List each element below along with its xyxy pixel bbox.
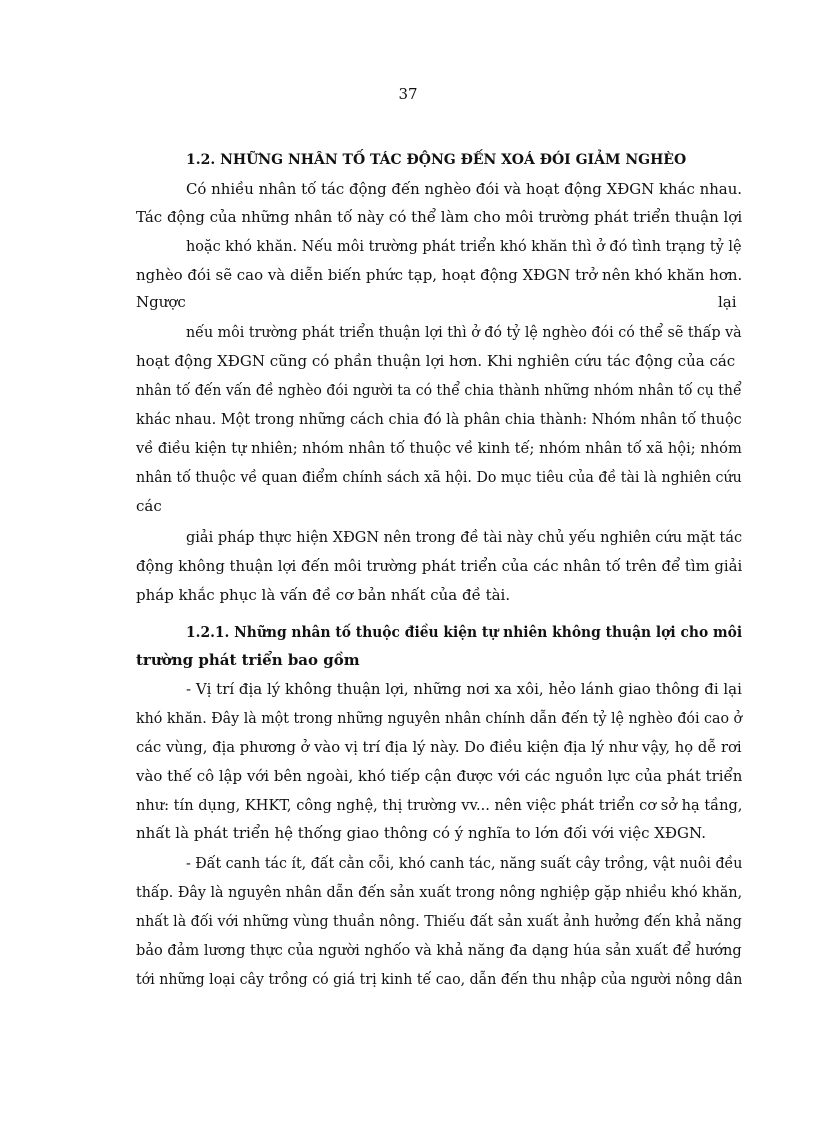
paragraph-line: giải pháp thực hiện XĐGN nên trong đề tài này chủ yếu nghiên cứu mặt tác	[186, 528, 743, 546]
paragraph-line: khác nhau. Một trong những cách chia đó là phân chia thành: Nhóm nhân tố thuộc	[136, 410, 742, 428]
subsection-heading: 1.2.1. Những nhân tố thuộc điều kiện tự nhiên không thuận lợi cho môi	[186, 623, 743, 641]
paragraph-line: - Đất canh tác ít, đất cằn cỗi, khó canh tác, năng suất cây trồng, vật nuôi đều	[186, 854, 743, 872]
paragraph-line: lại	[718, 293, 737, 311]
paragraph-line: nhân tố thuộc về quan điểm chính sách xã hội. Do mục tiêu của đề tài là nghiên cứu	[136, 468, 742, 486]
paragraph-line: vào thế cô lập với bên ngoài, khó tiếp cận được với các nguồn lực của phát triển	[136, 767, 743, 785]
subsection-heading: trường phát triển bao gồm	[136, 651, 360, 669]
section-heading: 1.2. NHỮNG NHÂN TỐ TÁC ĐỘNG ĐẾN XOÁ ĐÓI GIẢM NGHÈO	[186, 152, 687, 168]
paragraph-line: các	[136, 497, 162, 515]
paragraph-line: như: tín dụng, KHKT, công nghệ, thị trường vv... nên việc phát triển cơ sở hạ tầng,	[136, 796, 743, 814]
paragraph-line: các vùng, địa phương ở vào vị trí địa lý này. Do điều kiện địa lý như vậy, họ dễ rơi	[136, 738, 742, 756]
paragraph-line: động không thuận lợi đến môi trường phát triển của các nhân tố trên để tìm giải	[136, 557, 743, 575]
paragraph-line: pháp khắc phục là vấn đề cơ bản nhất của đề tài.	[136, 586, 511, 604]
paragraph-line: bảo đảm lương thực của người nghốo và khả năng đa dạng húa sản xuất để hướng	[136, 941, 742, 959]
paragraph-line: nghèo đói sẽ cao và diễn biến phức tạp, hoạt động XĐGN trở nên khó khăn hơn.	[136, 266, 743, 284]
paragraph-line: - Vị trí địa lý không thuận lợi, những nơi xa xôi, hẻo lánh giao thông đi lại	[186, 680, 742, 698]
paragraph-line: Tác động của những nhân tố này có thể làm cho môi trường phát triển thuận lợi	[136, 208, 743, 226]
paragraph-line: nhất là đối với những vùng thuần nông. Thiếu đất sản xuất ảnh hưởng đến khả năng	[136, 912, 742, 930]
paragraph-line: hoặc khó khăn. Nếu môi trường phát triển khó khăn thì ở đó tình trạng tỷ lệ	[186, 237, 742, 255]
paragraph-line: thấp. Đây là nguyên nhân dẫn đến sản xuất trong nông nghiệp gặp nhiều khó khăn,	[136, 883, 743, 901]
paragraph-line: nhất là phát triển hệ thống giao thông có ý nghĩa to lớn đối với việc XĐGN.	[136, 824, 706, 842]
paragraph-line: nhân tố đến vấn đề nghèo đói người ta có thể chia thành những nhóm nhân tố cụ thể	[136, 381, 742, 399]
paragraph-line: khó khăn. Đây là một trong những nguyên nhân chính dẫn đến tỷ lệ nghèo đói cao ở	[136, 709, 743, 727]
paragraph-line: Có nhiều nhân tố tác động đến nghèo đói và hoạt động XĐGN khác nhau.	[186, 180, 743, 198]
paragraph-line: hoạt động XĐGN cũng có phần thuận lợi hơn. Khi nghiên cứu tác động của các	[136, 352, 736, 370]
paragraph-line: về điều kiện tự nhiên; nhóm nhân tố thuộc về kinh tế; nhóm nhân tố xã hội; nhóm	[136, 439, 742, 457]
paragraph-line: Ngược	[136, 293, 186, 311]
paragraph-line: tới những loại cây trồng có giá trị kinh tế cao, dẫn đến thu nhập của người nông dân	[136, 970, 743, 988]
paragraph-line: nếu môi trường phát triển thuận lợi thì ở đó tỷ lệ nghèo đói có thể sẽ thấp và	[186, 323, 742, 341]
page-number: 37	[398, 85, 418, 103]
